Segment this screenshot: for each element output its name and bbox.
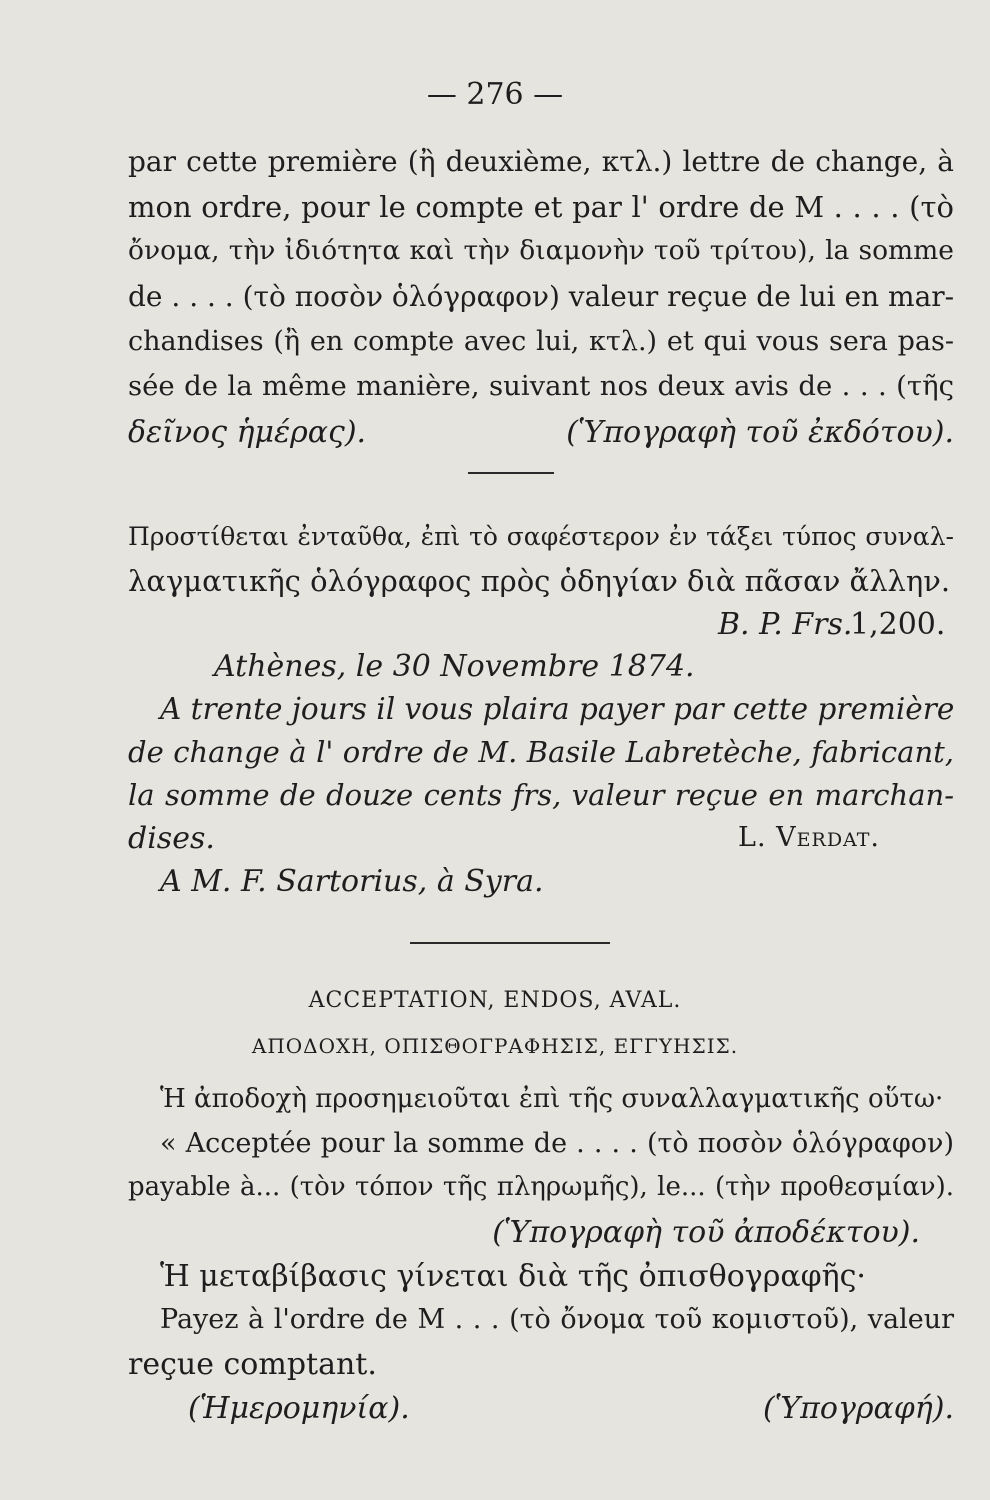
section-heading-greek: ΑΠΟΔΟΧΗ, ΟΠΙΣΘΟΓΡΑΦΗΣΙΣ, ΕΓΓΥΗΣΙΣ.	[251, 1034, 739, 1058]
bill-line: A trente jours il vous plaira payer par cette première	[160, 692, 955, 726]
acceptance-line: payable à... (τὸν τόπον τῆς πληρωμῆς), le... (τὴν προθεσμίαν).	[128, 1172, 954, 1202]
text-line: sée de la même manière, suivant nos deux avis de . . . (τῆς	[128, 370, 954, 402]
text-line: ὄνομα, τὴν ἰδιότητα καὶ τὴν διαμονὴν τοῦ τρίτου), la somme	[128, 235, 954, 266]
text-line: δεῖνος ἡμέρας).	[128, 415, 367, 450]
acceptance-line: « Acceptée pour la somme de . . . . (τὸ ποσὸν ὁλόγραφον)	[160, 1128, 954, 1159]
endorsement-line: Payez à l'ordre de M . . . (τὸ ὄνομα τοῦ κομιστοῦ), valeur	[160, 1304, 954, 1335]
section-divider	[410, 942, 610, 944]
bill-line: dises.	[128, 821, 215, 856]
bill-line: de change à l' ordre de M. Basile Labretèche, fabricant,	[128, 735, 954, 769]
addressee: A M. F. Sartorius, à Syra.	[160, 864, 544, 899]
intro-line: λαγματικῆς ὁλόγραφος πρὸς ὁδηγίαν διὰ πᾶσαν ἄλλην.	[128, 564, 951, 598]
text-line: mon ordre, pour le compte et par l' ordre de M . . . . (τὸ	[128, 190, 954, 224]
bill-line: la somme de douze cents frs, valeur reçue en marchan-	[128, 778, 954, 812]
text-line: par cette première (ἢ deuxième, κτλ.) lettre de change, à	[128, 145, 954, 178]
endorsement-line: reçue comptant.	[128, 1347, 377, 1382]
place-date: Athènes, le 30 Novembre 1874.	[214, 649, 695, 684]
amount-label: B. P. Frs.	[718, 607, 853, 642]
acceptance-intro: Ἡ ἀποδοχὴ προσημειοῦται ἐπὶ τῆς συναλλαγματικῆς οὕτω·	[160, 1084, 944, 1114]
acceptor-signature: (Ὑπογραφὴ τοῦ ἀποδέκτου).	[492, 1215, 920, 1250]
date-label: (Ἡμερομηνία).	[188, 1391, 410, 1426]
amount-value: 1,200.	[850, 607, 946, 642]
endorser-signature: (Ὑπογραφή).	[762, 1391, 954, 1426]
text-line: chandises (ἢ en compte avec lui, κτλ.) et qui vous sera pas-	[128, 326, 954, 357]
drawer-signature: L. Verdat.	[738, 822, 880, 853]
text-line: de . . . . (τὸ ποσὸν ὁλόγραφον) valeur reçue de lui en mar-	[128, 280, 955, 313]
intro-line: Προστίθεται ἐνταῦθα, ἐπὶ τὸ σαφέστερον ἐν τάξει τύπος συναλ-	[128, 522, 954, 551]
section-heading-french: ACCEPTATION, ENDOS, AVAL.	[308, 988, 682, 1013]
page-number: — 276 —	[426, 77, 564, 112]
section-divider	[468, 472, 554, 474]
issuer-signature: (Ὑπογραφὴ τοῦ ἐκδότου).	[566, 415, 954, 450]
endorsement-intro: Ἡ μεταβίβασις γίνεται διὰ τῆς ὀπισθογραφῆς·	[160, 1259, 866, 1294]
